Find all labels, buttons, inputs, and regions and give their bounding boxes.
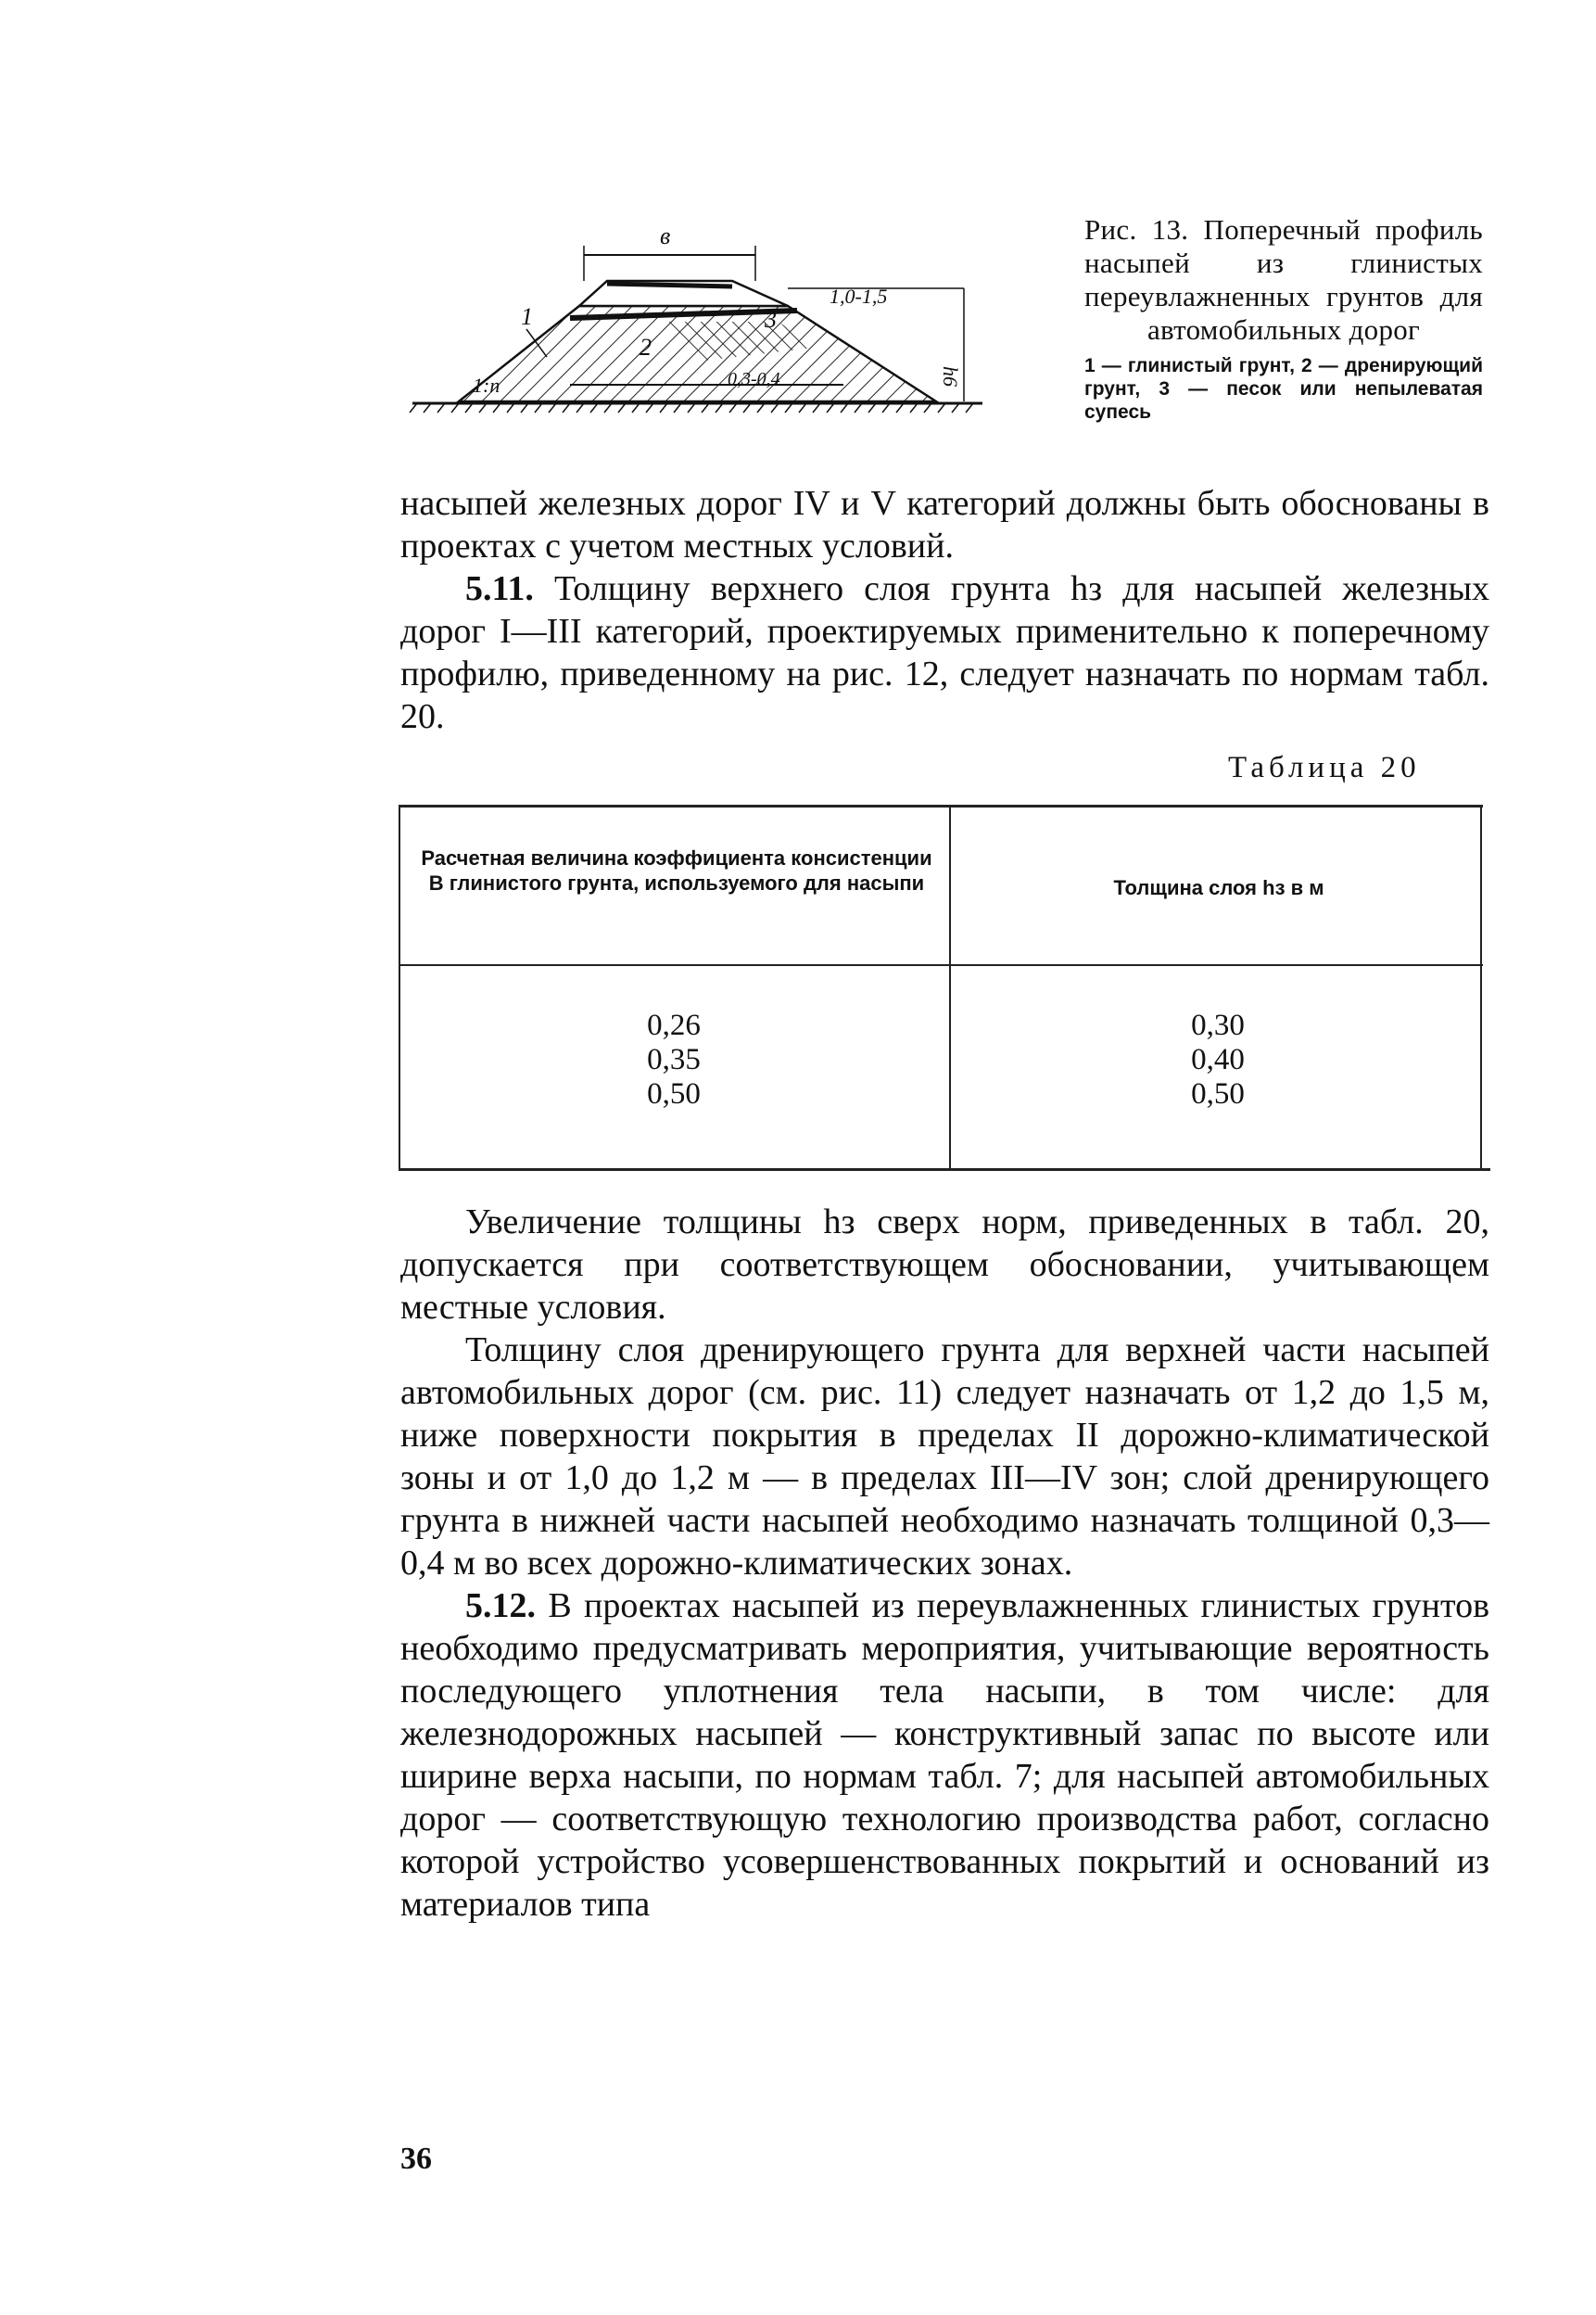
paragraph-drainage: Толщину слоя дренирующего грунта для верхней части насыпей автомобильных дорог (см. рис. 11) следует назначать от 1,2 до 1,5 м, ниже поверхности покрытия в пределах II дорожно-климатической зоны и от 1,0 до 1,2 м — в пределах III—IV зон; слой дренирующего грунта в нижней части насыпей необходимо назначать толщиной 0,3—0,4 м во всех дорожно-климатических зонах.: [400, 1330, 1489, 1583]
embankment-diagram: [408, 218, 992, 431]
table-column-thickness-values: [949, 1009, 1487, 1112]
figure-label-1: 1: [521, 303, 533, 330]
table-column-consistency-values: [399, 1009, 949, 1112]
figure-caption: [1084, 213, 1483, 424]
page-number: 36: [400, 2142, 432, 2176]
table-header-thickness: Толщина слоя hз в м: [1113, 876, 1324, 899]
table-cell: 0,50: [647, 1077, 701, 1111]
table-20: [399, 805, 1490, 1171]
figure-label-thickness: 0,3-0,4: [728, 369, 780, 389]
paragraph-increase: Увеличение толщины hз сверх норм, приведенных в табл. 20, допускается при соответствующем обосновании, учитывающем местные условия.: [400, 1202, 1489, 1327]
section-number-5-11: 5.11.: [465, 569, 534, 608]
table-header-consistency: Расчетная величина коэффициента консистенции В глинистого грунта, используемого для насыпи: [421, 846, 932, 895]
table-top-rule: [399, 805, 1483, 808]
figure-label-2: 2: [640, 334, 652, 361]
figure-label-3: 3: [765, 306, 777, 333]
figure-label-width: в: [660, 223, 671, 249]
table-cell: 0,30: [1191, 1009, 1245, 1042]
embankment-cross-section-figure: [408, 218, 992, 431]
paragraph-5-12: [400, 1584, 1489, 1926]
table-bottom-rule: [399, 1168, 1490, 1171]
figure-caption-legend: 1 — глинистый грунт, 2 — дренирующий грунт, 3 — песок или непылеватая супесь: [1084, 355, 1483, 423]
table-cell: 0,35: [647, 1043, 701, 1076]
table-left-border: [399, 805, 400, 1171]
table-cell: 0,40: [1191, 1043, 1245, 1076]
table-title: Таблица 20: [1228, 751, 1421, 784]
text-block-bottom: [400, 1201, 1489, 1926]
section-number-5-12: 5.12.: [465, 1586, 536, 1625]
figure-label-slope: 1:n: [473, 374, 500, 397]
table-header-rule: [399, 964, 1483, 966]
table-cell: 0,26: [647, 1009, 701, 1042]
paragraph-5-11: [400, 567, 1489, 738]
paragraph-5-11-text: Толщину верхнего слоя грунта hз для насыпей железных дорог I—III категорий, проектируемых применительно к поперечному профилю, приведенному на рис. 12, следует назначать по нормам табл. 20.: [400, 569, 1489, 736]
paragraph-continuation: насыпей железных дорог IV и V категорий должны быть обоснованы в проектах с учетом местных условий.: [400, 484, 1489, 566]
text-block-top: [400, 482, 1489, 738]
table-column-separator: [949, 805, 951, 1171]
figure-label-height: h6: [939, 366, 962, 387]
figure-label-slope-top: 1,0-1,5: [830, 285, 888, 308]
table-right-border: [1480, 805, 1482, 1171]
table-cell: 0,50: [1191, 1077, 1245, 1111]
paragraph-5-12-text: В проектах насыпей из переувлажненных глинистых грунтов необходимо предусматривать мероприятия, учитывающие вероятность последующего уплотнения тела насыпи, в том числе: для железнодорожных насыпей — конструктивный запас по высоте или ширине верха насыпи, по нормам табл. 7; для насыпей автомобильных дорог — соответствующую технологию производства работ, согласно которой устройство усовершенствованных покрытий и оснований из материалов типа: [400, 1586, 1490, 1924]
figure-caption-title: Рис. 13. Поперечный профиль насыпей из глинистых переувлажненных грунтов для автомобильных дорог: [1084, 213, 1483, 346]
